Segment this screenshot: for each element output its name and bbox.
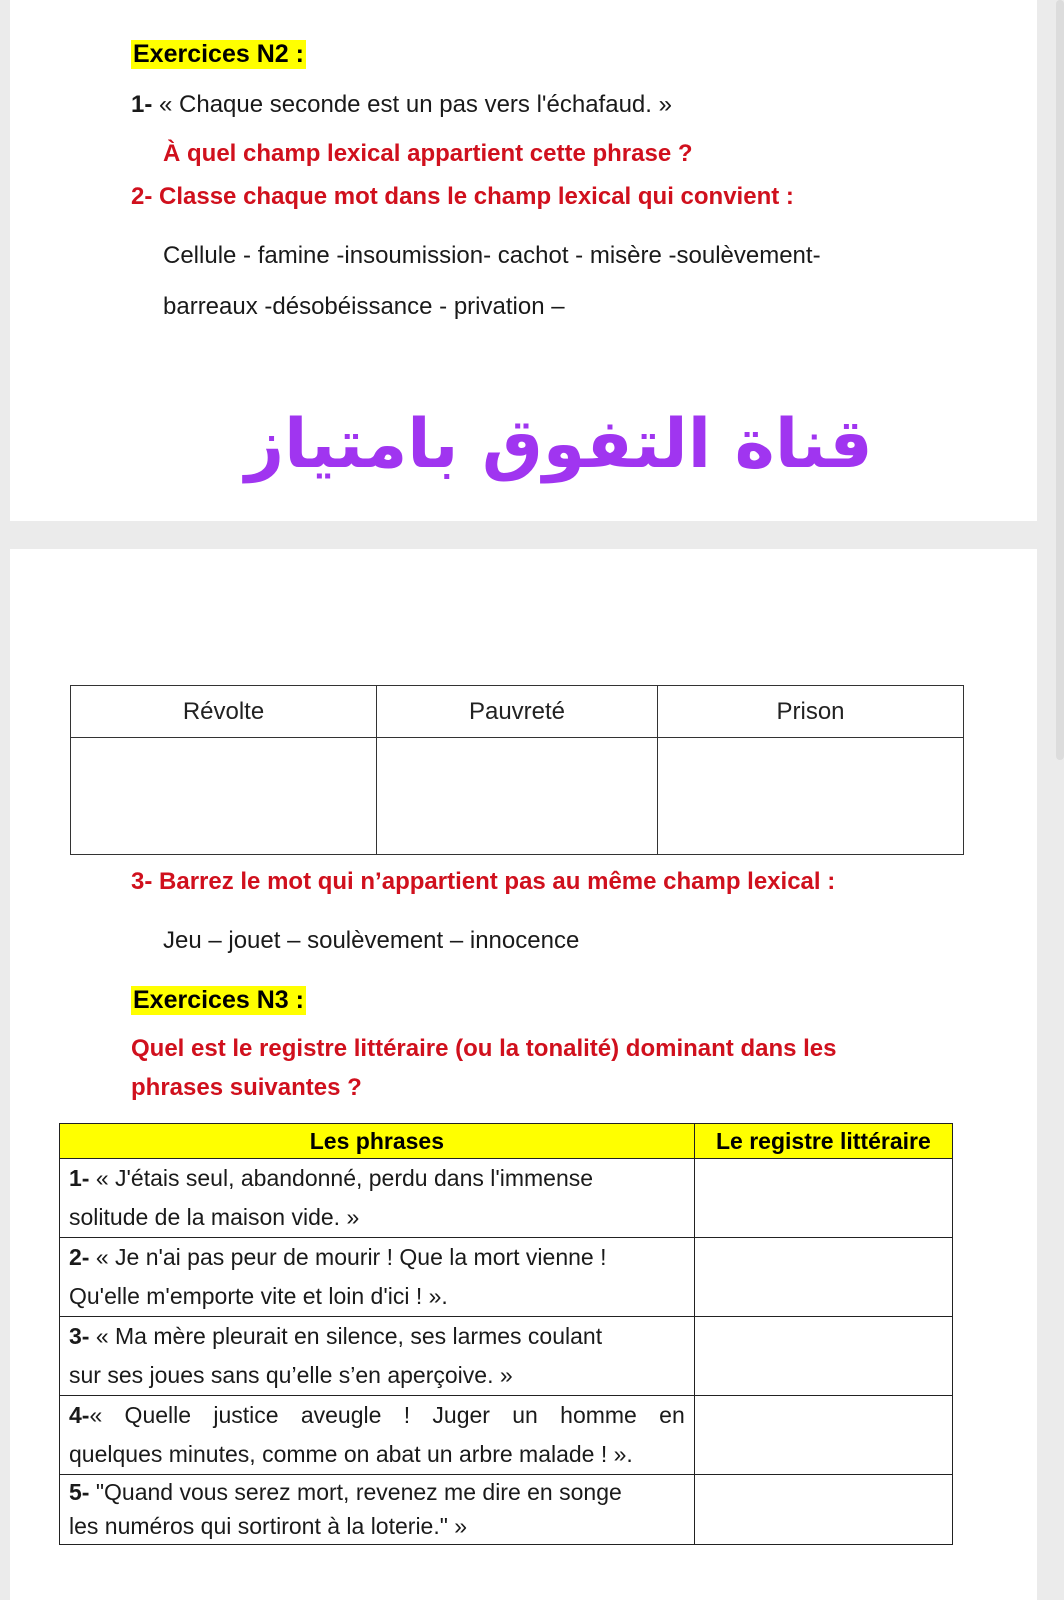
table-row (60, 1396, 953, 1475)
lexical-table-answer-row (71, 738, 964, 855)
question-3-prompt: Barrez le mot qui n’appartient pas au même champ lexical : (159, 868, 836, 895)
phrase-text-line-1: « Quelle justice aveugle ! Juger un homme en (89, 1402, 685, 1428)
scrollbar[interactable] (1056, 0, 1064, 760)
question-2-number: 2- (131, 183, 153, 210)
phrase-cell-5 (60, 1475, 695, 1545)
answer-cell-prison[interactable] (658, 738, 964, 855)
register-table-header (60, 1124, 953, 1159)
question-1-quote: « Chaque seconde est un pas vers l'échafaud. » (159, 91, 672, 118)
question-3 (131, 868, 835, 896)
phrase-text-line-1: « Ma mère pleurait en silence, ses larmes coulant (89, 1323, 603, 1349)
phrase-text-line-1: « Je n'ai pas peur de mourir ! Que la mort vienne ! (89, 1244, 607, 1270)
document-page-2 (10, 549, 1037, 1600)
phrase-text-line-2: sur ses joues sans qu’elle s’en aperçoive. » (69, 1362, 513, 1388)
table-row (60, 1317, 953, 1396)
phrase-text-line-2: quelques minutes, comme on abat un arbre malade ! ». (69, 1441, 633, 1467)
answer-cell-revolte[interactable] (71, 738, 377, 855)
phrase-cell-1 (60, 1159, 695, 1238)
lexical-field-table (70, 685, 964, 855)
question-2 (131, 183, 794, 211)
header-pauvrete: Pauvreté (377, 686, 658, 738)
phrase-text-line-1: « J'étais seul, abandonné, perdu dans l'immense (89, 1165, 594, 1191)
exercise-n3-question-line-2: phrases suivantes ? (131, 1074, 362, 1101)
phrase-cell-2 (60, 1238, 695, 1317)
question-3-words: Jeu – jouet – soulèvement – innocence (163, 927, 580, 954)
answer-cell-pauvrete[interactable] (377, 738, 658, 855)
phrase-text-line-2: les numéros qui sortiront à la loterie." » (69, 1513, 468, 1539)
register-answer-cell-5[interactable] (694, 1475, 952, 1545)
phrase-text-line-2: solitude de la maison vide. » (69, 1204, 360, 1230)
question-3-number: 3- (131, 868, 153, 895)
phrase-number: 4- (69, 1402, 90, 1428)
document-page-1 (10, 0, 1037, 521)
phrase-number: 3- (69, 1323, 90, 1349)
question-1 (131, 91, 672, 119)
phrase-text-line-2: Qu'elle m'emporte vite et loin d'ici ! ». (69, 1283, 448, 1309)
word-list-line-2: barreaux -désobéissance - privation – (163, 293, 565, 320)
question-1-prompt: À quel champ lexical appartient cette phrase ? (163, 140, 693, 167)
table-row (60, 1238, 953, 1317)
question-1-number: 1- (131, 91, 153, 118)
exercise-n3-title: Exercices N3 : (133, 986, 304, 1014)
phrase-cell-3 (60, 1317, 695, 1396)
register-answer-cell-2[interactable] (694, 1238, 952, 1317)
exercise-n2-title: Exercices N2 : (133, 40, 304, 68)
table-row (60, 1475, 953, 1545)
phrase-number: 5- (69, 1479, 90, 1505)
register-answer-cell-1[interactable] (694, 1159, 952, 1238)
channel-watermark: قناة التفوق بامتياز (245, 405, 873, 484)
register-answer-cell-4[interactable] (694, 1396, 952, 1475)
register-answer-cell-3[interactable] (694, 1317, 952, 1396)
header-phrases: Les phrases (60, 1124, 695, 1159)
exercise-n3-question-line-1: Quel est le registre littéraire (ou la tonalité) dominant dans les (131, 1035, 837, 1062)
phrase-text-line-1: "Quand vous serez mort, revenez me dire en songe (89, 1479, 622, 1505)
phrase-number: 1- (69, 1165, 90, 1191)
phrase-number: 2- (69, 1244, 90, 1270)
word-list-line-1: Cellule - famine -insoumission- cachot - misère -soulèvement- (163, 242, 821, 269)
lexical-table-header (71, 686, 964, 738)
header-register: Le registre littéraire (694, 1124, 952, 1159)
phrase-cell-4 (60, 1396, 695, 1475)
question-2-prompt: Classe chaque mot dans le champ lexical qui convient : (159, 183, 794, 210)
literary-register-table (59, 1123, 953, 1545)
header-prison: Prison (658, 686, 964, 738)
table-row (60, 1159, 953, 1238)
header-revolte: Révolte (71, 686, 377, 738)
